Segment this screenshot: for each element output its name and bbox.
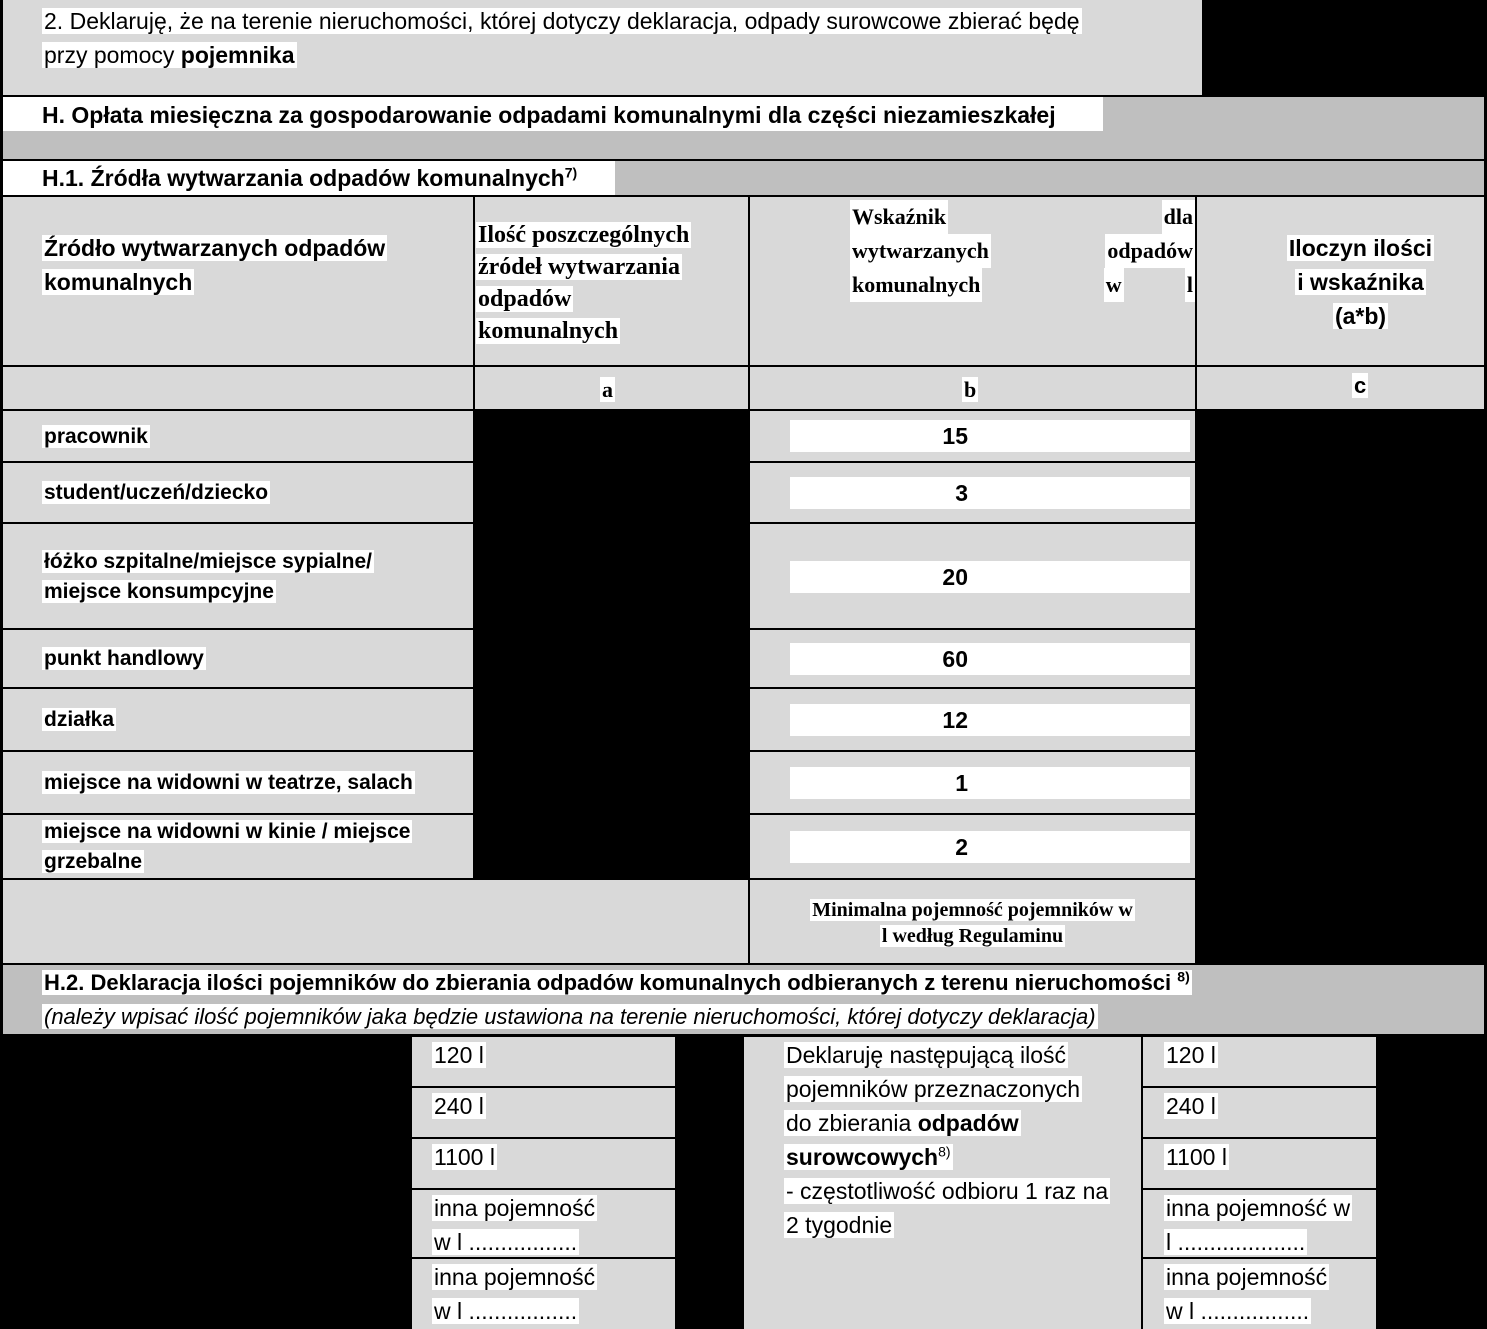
header-source-label: [42, 231, 387, 299]
section-h2-footnote: 8): [1177, 968, 1190, 985]
declaration-g2-number: 2.: [44, 8, 64, 34]
section-h1-title-band: [615, 161, 1484, 195]
header-product-line1: Iloczyn ilości: [1288, 235, 1433, 261]
header-index-word6: w: [1104, 268, 1124, 302]
header-index-word4: odpadów: [1105, 234, 1195, 268]
right-capacity-label: inna pojemność w l .................: [1166, 1264, 1328, 1324]
header-product-line3: (a*b): [1334, 303, 1387, 329]
letter-row-blank: [3, 367, 473, 409]
header-count-line1: Ilość poszczególnych: [478, 222, 690, 248]
table-row-label: miejsce na widowni w teatrze, salach: [44, 771, 413, 794]
left-capacity-label: inna pojemność w l .................: [434, 1264, 596, 1324]
right-capacity-label: inna pojemność w l ....................: [1166, 1195, 1351, 1255]
header-source-line1: Źródło wytwarzanych odpadów: [44, 235, 386, 261]
section-h2-subtitle: (należy wpisać ilość pojemników jaka będzie ustawiona na terenie nieruchomości, której dotyczy deklaracja): [44, 1004, 1096, 1029]
table-row-value: 1: [790, 767, 1190, 799]
header-count-label: [476, 219, 691, 347]
left-capacity-label: 1100 l: [434, 1144, 495, 1170]
column-letter-c: c: [1354, 373, 1367, 398]
table-row-value: 12: [790, 704, 1190, 736]
section-h1-footnote: 7): [564, 164, 578, 181]
section-h1-title: [42, 161, 577, 195]
left-capacity-label: 240 l: [434, 1093, 484, 1119]
header-count-line2: źródeł wytwarzania: [478, 254, 680, 280]
header-source-line2: komunalnych: [44, 269, 193, 295]
table-row-label: działka: [44, 708, 115, 731]
header-product-line2: i wskaźnika: [1297, 269, 1424, 295]
table-row-label: student/uczeń/dziecko: [44, 481, 269, 504]
section-h-spacer: [3, 131, 1484, 159]
declaration-g2-line2-prefix: przy pomocy: [44, 42, 175, 68]
right-capacity-label: 240 l: [1166, 1093, 1216, 1119]
section-h2-title-text: H.2. Deklaracja ilości pojemników do zbierania odpadów komunalnych odbieranych z terenu nieruchomości: [44, 970, 1172, 995]
left-capacity-label: inna pojemność w l .................: [434, 1195, 596, 1255]
header-product-label: [1197, 231, 1487, 333]
section-h2-title: [42, 966, 1192, 1034]
right-capacity-label: 120 l: [1166, 1042, 1216, 1068]
section-h-title: H. Opłata miesięczna za gospodarowanie odpadami komunalnymi dla części niezamieszkałej: [42, 102, 1056, 128]
table-row-label: miejsce na widowni w kinie / miejsce grzebalne: [44, 820, 411, 873]
header-index-word5: komunalnych: [850, 268, 982, 302]
left-capacity-label: 120 l: [434, 1042, 484, 1068]
min-capacity-line1: Minimalna pojemność pojemników w: [812, 899, 1133, 921]
header-index-word3: wytwarzanych: [850, 234, 991, 268]
declaration-g2-line1: Deklaruję, że na terenie nieruchomości, której dotyczy deklaracja, odpady surowcowe zbierać będę: [69, 8, 1080, 34]
table-row-value: 3: [790, 477, 1190, 509]
declaration-g2-line2-bold: pojemnika: [180, 42, 295, 68]
min-capacity-line2: l według Regulaminu: [881, 925, 1064, 947]
right-capacity-label: 1100 l: [1166, 1144, 1227, 1170]
header-index-word1: Wskaźnik: [850, 200, 948, 234]
min-capacity-blank: [3, 880, 748, 963]
column-letter-a: a: [602, 377, 613, 402]
table-row-label: punkt handlowy: [44, 647, 204, 670]
header-count-line4: komunalnych: [478, 318, 619, 344]
section-h1-title-text: H.1. Źródła wytwarzania odpadów komunalnych: [42, 165, 565, 191]
table-row-value: 2: [790, 831, 1190, 863]
letter-c-cell: [1197, 367, 1484, 409]
table-row-label: łóżko szpitalne/miejsce sypialne/ miejsce konsumpcyjne: [44, 550, 372, 603]
surowcowe-declaration-text: Deklaruję następującą ilość pojemników przeznaczonych do zbierania odpadów surowcowych$^{8)}$ - częstotliwość odbioru 1 raz na 2 tygodnie: [786, 1042, 1109, 1238]
header-count-line3: odpadów: [478, 286, 572, 312]
table-row-label: pracownik: [44, 425, 148, 448]
table-row-value: 60: [790, 643, 1190, 675]
header-index-label: [850, 200, 1195, 302]
column-letter-b: b: [964, 377, 977, 402]
header-index-word2: dla: [1162, 200, 1195, 234]
section-h-title-band: [1103, 97, 1484, 131]
min-capacity-label: [750, 897, 1195, 949]
declaration-g2-text: [42, 4, 1082, 72]
table-row-value: 20: [790, 561, 1190, 593]
header-index-word7: l: [1185, 268, 1195, 302]
table-row-value: 15: [790, 420, 1190, 452]
